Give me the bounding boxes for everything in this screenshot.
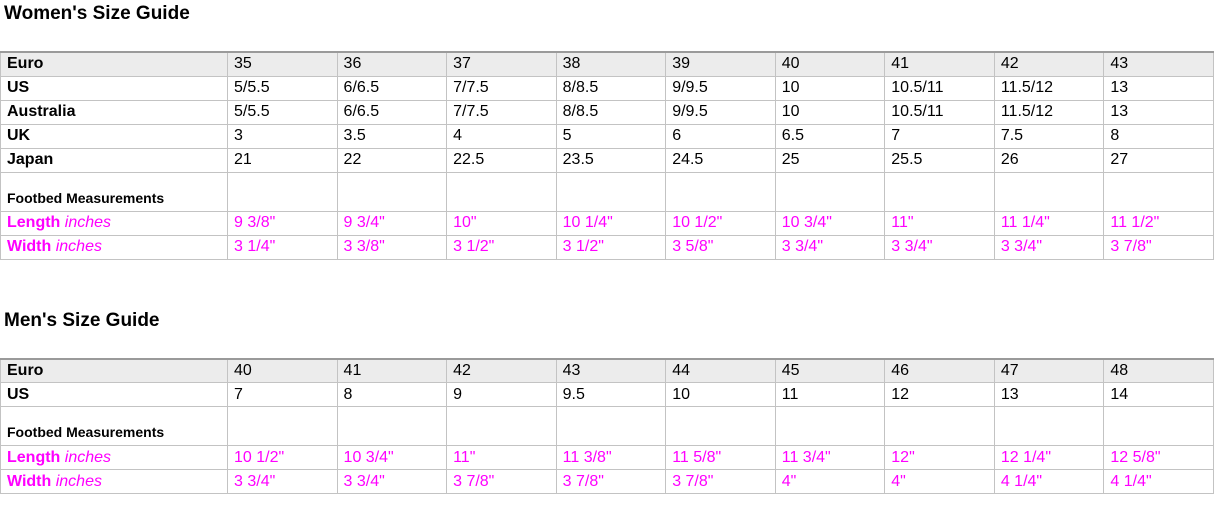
size-cell: 47 xyxy=(994,359,1104,383)
size-cell: 9/9.5 xyxy=(666,100,776,124)
measure-row-label xyxy=(1,211,228,235)
measure-cell: 11 3/8" xyxy=(556,446,666,470)
empty-cell xyxy=(666,172,776,211)
measure-cell: 3 3/4" xyxy=(228,470,338,494)
measure-cell: 10 1/2" xyxy=(666,211,776,235)
measure-label: Length xyxy=(7,214,61,231)
size-cell: 11.5/12 xyxy=(994,76,1104,100)
size-cell: 13 xyxy=(994,383,1104,407)
size-cell: 24.5 xyxy=(666,148,776,172)
size-cell: 7.5 xyxy=(994,124,1104,148)
row-label: Euro xyxy=(1,359,228,383)
size-cell: 21 xyxy=(228,148,338,172)
measure-cell: 11 5/8" xyxy=(666,446,776,470)
measure-label: Width xyxy=(7,238,52,255)
row-label: US xyxy=(1,383,228,407)
size-cell: 26 xyxy=(994,148,1104,172)
measure-cell: 3 3/4" xyxy=(337,470,447,494)
measure-cell: 3 7/8" xyxy=(666,470,776,494)
measure-cell: 4" xyxy=(885,470,995,494)
size-cell: 44 xyxy=(666,359,776,383)
empty-cell xyxy=(447,407,557,446)
size-cell: 42 xyxy=(994,52,1104,76)
size-cell: 22.5 xyxy=(447,148,557,172)
measure-label: Width xyxy=(7,472,52,490)
size-cell: 4 xyxy=(447,124,557,148)
size-cell: 43 xyxy=(1104,52,1214,76)
measure-cell: 3 3/4" xyxy=(775,235,885,259)
footbed-measurements-label: Footbed Measurements xyxy=(1,172,228,211)
size-row-euro xyxy=(1,359,1214,383)
size-cell: 6/6.5 xyxy=(337,76,447,100)
measure-row-label xyxy=(1,235,228,259)
empty-cell xyxy=(775,407,885,446)
size-cell: 37 xyxy=(447,52,557,76)
womens-size-table xyxy=(0,51,1214,260)
size-cell: 8 xyxy=(1104,124,1214,148)
size-cell: 13 xyxy=(1104,100,1214,124)
measure-unit: inches xyxy=(51,472,102,490)
empty-cell xyxy=(447,172,557,211)
size-cell: 9/9.5 xyxy=(666,76,776,100)
size-cell: 10.5/11 xyxy=(885,76,995,100)
empty-cell xyxy=(556,407,666,446)
size-cell: 43 xyxy=(556,359,666,383)
footbed-measurements-row xyxy=(1,407,1214,446)
measure-cell: 3 3/4" xyxy=(994,235,1104,259)
size-cell: 8 xyxy=(337,383,447,407)
empty-cell xyxy=(1104,407,1214,446)
empty-cell xyxy=(337,172,447,211)
size-cell: 25.5 xyxy=(885,148,995,172)
row-label: UK xyxy=(1,124,228,148)
measure-unit: inches xyxy=(51,238,102,255)
size-cell: 40 xyxy=(775,52,885,76)
measure-cell: 11 3/4" xyxy=(775,446,885,470)
measure-row-width xyxy=(1,470,1214,494)
size-cell: 6.5 xyxy=(775,124,885,148)
measure-cell: 3 7/8" xyxy=(447,470,557,494)
empty-cell xyxy=(666,407,776,446)
size-cell: 3.5 xyxy=(337,124,447,148)
size-cell: 7 xyxy=(228,383,338,407)
measure-cell: 3 1/4" xyxy=(228,235,338,259)
size-cell: 13 xyxy=(1104,76,1214,100)
size-cell: 27 xyxy=(1104,148,1214,172)
measure-cell: 4" xyxy=(775,470,885,494)
row-label: Australia xyxy=(1,100,228,124)
size-cell: 5 xyxy=(556,124,666,148)
size-cell: 6/6.5 xyxy=(337,100,447,124)
measure-row-length xyxy=(1,211,1214,235)
measure-cell: 4 1/4" xyxy=(994,470,1104,494)
size-cell: 39 xyxy=(666,52,776,76)
size-cell: 11 xyxy=(775,383,885,407)
measure-cell: 11 1/2" xyxy=(1104,211,1214,235)
row-label: Euro xyxy=(1,52,228,76)
size-cell: 5/5.5 xyxy=(228,76,338,100)
measure-cell: 4 1/4" xyxy=(1104,470,1214,494)
footbed-measurements-row xyxy=(1,172,1214,211)
size-cell: 38 xyxy=(556,52,666,76)
measure-cell: 10 1/4" xyxy=(556,211,666,235)
measure-cell: 11" xyxy=(447,446,557,470)
measure-cell: 11" xyxy=(885,211,995,235)
size-cell: 40 xyxy=(228,359,338,383)
size-cell: 23.5 xyxy=(556,148,666,172)
measure-cell: 12 1/4" xyxy=(994,446,1104,470)
measure-row-label xyxy=(1,470,228,494)
empty-cell xyxy=(885,172,995,211)
size-cell: 10 xyxy=(666,383,776,407)
measure-cell: 10 3/4" xyxy=(775,211,885,235)
measure-unit: inches xyxy=(60,214,112,231)
size-cell: 7 xyxy=(885,124,995,148)
size-cell: 35 xyxy=(228,52,338,76)
empty-cell xyxy=(1104,172,1214,211)
size-cell: 10.5/11 xyxy=(885,100,995,124)
size-cell: 22 xyxy=(337,148,447,172)
empty-cell xyxy=(337,407,447,446)
measure-row-width xyxy=(1,235,1214,259)
size-cell: 42 xyxy=(447,359,557,383)
size-cell: 48 xyxy=(1104,359,1214,383)
measure-cell: 9 3/8" xyxy=(228,211,338,235)
measure-cell: 3 3/4" xyxy=(885,235,995,259)
empty-cell xyxy=(556,172,666,211)
measure-cell: 3 7/8" xyxy=(1104,235,1214,259)
measure-cell: 11 1/4" xyxy=(994,211,1104,235)
size-row-japan xyxy=(1,148,1214,172)
empty-cell xyxy=(885,407,995,446)
measure-row-label xyxy=(1,446,228,470)
size-row-australia xyxy=(1,100,1214,124)
measure-cell: 12 5/8" xyxy=(1104,446,1214,470)
size-row-uk xyxy=(1,124,1214,148)
mens-size-guide-title: Men's Size Guide xyxy=(4,309,160,331)
size-cell: 41 xyxy=(337,359,447,383)
size-cell: 7/7.5 xyxy=(447,76,557,100)
size-cell: 6 xyxy=(666,124,776,148)
measure-unit: inches xyxy=(60,448,112,466)
row-label: Japan xyxy=(1,148,228,172)
size-cell: 5/5.5 xyxy=(228,100,338,124)
mens-size-table xyxy=(0,358,1214,495)
measure-cell: 3 7/8" xyxy=(556,470,666,494)
empty-cell xyxy=(994,407,1104,446)
size-cell: 11.5/12 xyxy=(994,100,1104,124)
size-cell: 9.5 xyxy=(556,383,666,407)
size-cell: 41 xyxy=(885,52,995,76)
size-cell: 8/8.5 xyxy=(556,76,666,100)
size-cell: 9 xyxy=(447,383,557,407)
measure-cell: 10 1/2" xyxy=(228,446,338,470)
size-cell: 45 xyxy=(775,359,885,383)
size-cell: 36 xyxy=(337,52,447,76)
size-cell: 25 xyxy=(775,148,885,172)
womens-size-guide-title: Women's Size Guide xyxy=(4,3,190,24)
size-cell: 3 xyxy=(228,124,338,148)
size-cell: 14 xyxy=(1104,383,1214,407)
size-cell: 10 xyxy=(775,76,885,100)
size-cell: 7/7.5 xyxy=(447,100,557,124)
row-label: US xyxy=(1,76,228,100)
measure-label: Length xyxy=(7,448,61,466)
empty-cell xyxy=(228,172,338,211)
size-row-euro xyxy=(1,52,1214,76)
measure-cell: 12" xyxy=(885,446,995,470)
measure-cell: 3 1/2" xyxy=(447,235,557,259)
measure-cell: 3 5/8" xyxy=(666,235,776,259)
footbed-measurements-label: Footbed Measurements xyxy=(1,407,228,446)
measure-cell: 3 1/2" xyxy=(556,235,666,259)
size-cell: 8/8.5 xyxy=(556,100,666,124)
size-cell: 12 xyxy=(885,383,995,407)
empty-cell xyxy=(775,172,885,211)
size-row-us xyxy=(1,76,1214,100)
size-cell: 10 xyxy=(775,100,885,124)
measure-cell: 10" xyxy=(447,211,557,235)
empty-cell xyxy=(994,172,1104,211)
empty-cell xyxy=(228,407,338,446)
measure-row-length xyxy=(1,446,1214,470)
measure-cell: 3 3/8" xyxy=(337,235,447,259)
size-cell: 46 xyxy=(885,359,995,383)
measure-cell: 9 3/4" xyxy=(337,211,447,235)
measure-cell: 10 3/4" xyxy=(337,446,447,470)
size-row-us xyxy=(1,383,1214,407)
